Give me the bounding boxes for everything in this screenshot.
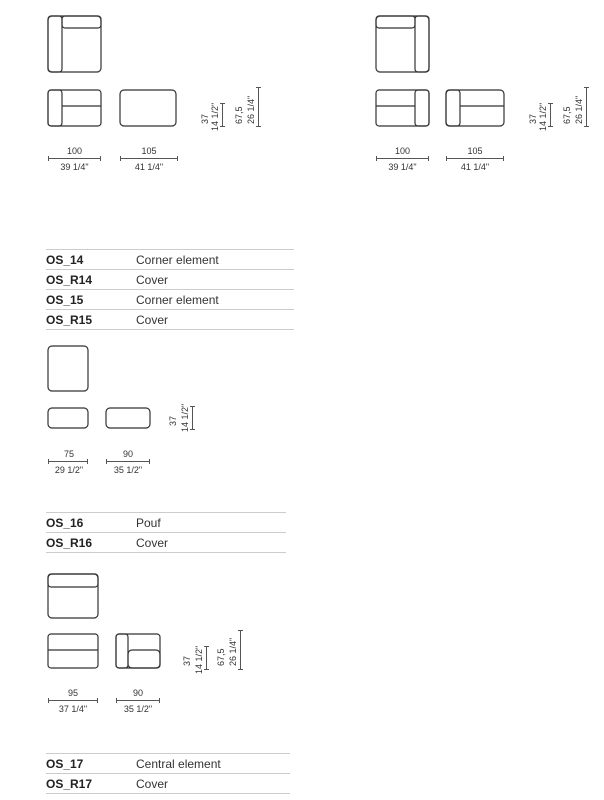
seat-height-label-cm: 37	[182, 655, 192, 666]
depth-label-cm: 105	[467, 146, 483, 156]
product-code-table	[46, 753, 290, 794]
depth-dimension-line	[446, 158, 504, 159]
table-row	[46, 754, 290, 774]
width-label-cm: 100	[66, 146, 83, 156]
width-label-inch: 39 1/4"	[388, 162, 417, 172]
product-code-table	[46, 249, 294, 330]
width-dimension-line	[48, 158, 101, 159]
width-label-inch: 37 1/4"	[58, 704, 88, 714]
product-code: OS_15	[46, 290, 136, 310]
product-description: Central element	[136, 754, 290, 774]
seat-height-label-inch: 14 1/2"	[538, 102, 548, 131]
depth-dimension-line	[116, 700, 160, 701]
seat-height-dimension-line	[222, 103, 223, 127]
product-description: Corner element	[136, 290, 294, 310]
total-height-label-cm: 67,5	[562, 106, 572, 124]
product-code: OS_R17	[46, 774, 136, 794]
depth-dimension-line	[120, 158, 178, 159]
table-row	[46, 310, 294, 330]
product-code: OS_R14	[46, 270, 136, 290]
seat-height-label-inch: 14 1/2"	[210, 102, 220, 131]
seat-height-dimension-line	[192, 406, 193, 430]
width-dimension-line	[48, 461, 88, 462]
depth-label-inch: 41 1/4"	[134, 162, 164, 172]
product-description: Cover	[136, 270, 294, 290]
width-dimension-line	[48, 700, 98, 701]
depth-dimension-line	[106, 461, 150, 462]
width-label-cm: 75	[63, 449, 74, 459]
seat-height-label-cm: 37	[200, 113, 210, 124]
seat-height-label-cm: 37	[168, 415, 178, 426]
seat-height-dimension-line	[550, 103, 551, 127]
total-height-dimension-line	[240, 630, 241, 670]
product-description: Corner element	[136, 250, 294, 270]
depth-label-inch: 35 1/2"	[113, 465, 143, 475]
product-description: Cover	[136, 533, 286, 553]
depth-label-inch: 41 1/4"	[460, 162, 490, 172]
width-label-inch: 29 1/2"	[54, 465, 84, 475]
table-row	[46, 250, 294, 270]
table-row	[46, 774, 290, 794]
width-label-inch: 39 1/4"	[60, 162, 89, 172]
product-code: OS_17	[46, 754, 136, 774]
product-code: OS_R16	[46, 533, 136, 553]
depth-label-inch: 35 1/2"	[123, 704, 153, 714]
product-code: OS_R15	[46, 310, 136, 330]
table-row	[46, 533, 286, 553]
seat-height-label-inch: 14 1/2"	[194, 645, 204, 674]
product-code-table	[46, 512, 286, 553]
product-description: Pouf	[136, 513, 286, 533]
depth-label-cm: 90	[132, 688, 143, 698]
product-code: OS_16	[46, 513, 136, 533]
seat-height-label-cm: 37	[528, 113, 538, 124]
depth-label-cm: 105	[141, 146, 157, 156]
total-height-dimension-line	[586, 87, 587, 127]
total-height-label-inch: 26 1/4"	[574, 95, 584, 124]
depth-label-cm: 90	[122, 449, 133, 459]
table-row	[46, 513, 286, 533]
product-code: OS_14	[46, 250, 136, 270]
total-height-label-inch: 26 1/4"	[228, 637, 238, 666]
total-height-dimension-line	[258, 87, 259, 127]
product-description: Cover	[136, 774, 290, 794]
total-height-label-inch: 26 1/4"	[246, 95, 256, 124]
seat-height-dimension-line	[206, 646, 207, 670]
total-height-label-cm: 67,5	[216, 648, 226, 666]
seat-height-label-inch: 14 1/2"	[180, 403, 190, 432]
product-description: Cover	[136, 310, 294, 330]
width-dimension-line	[376, 158, 429, 159]
table-row	[46, 270, 294, 290]
total-height-label-cm: 67,5	[234, 106, 244, 124]
table-row	[46, 290, 294, 310]
width-label-cm: 95	[67, 688, 78, 698]
width-label-cm: 100	[394, 146, 411, 156]
